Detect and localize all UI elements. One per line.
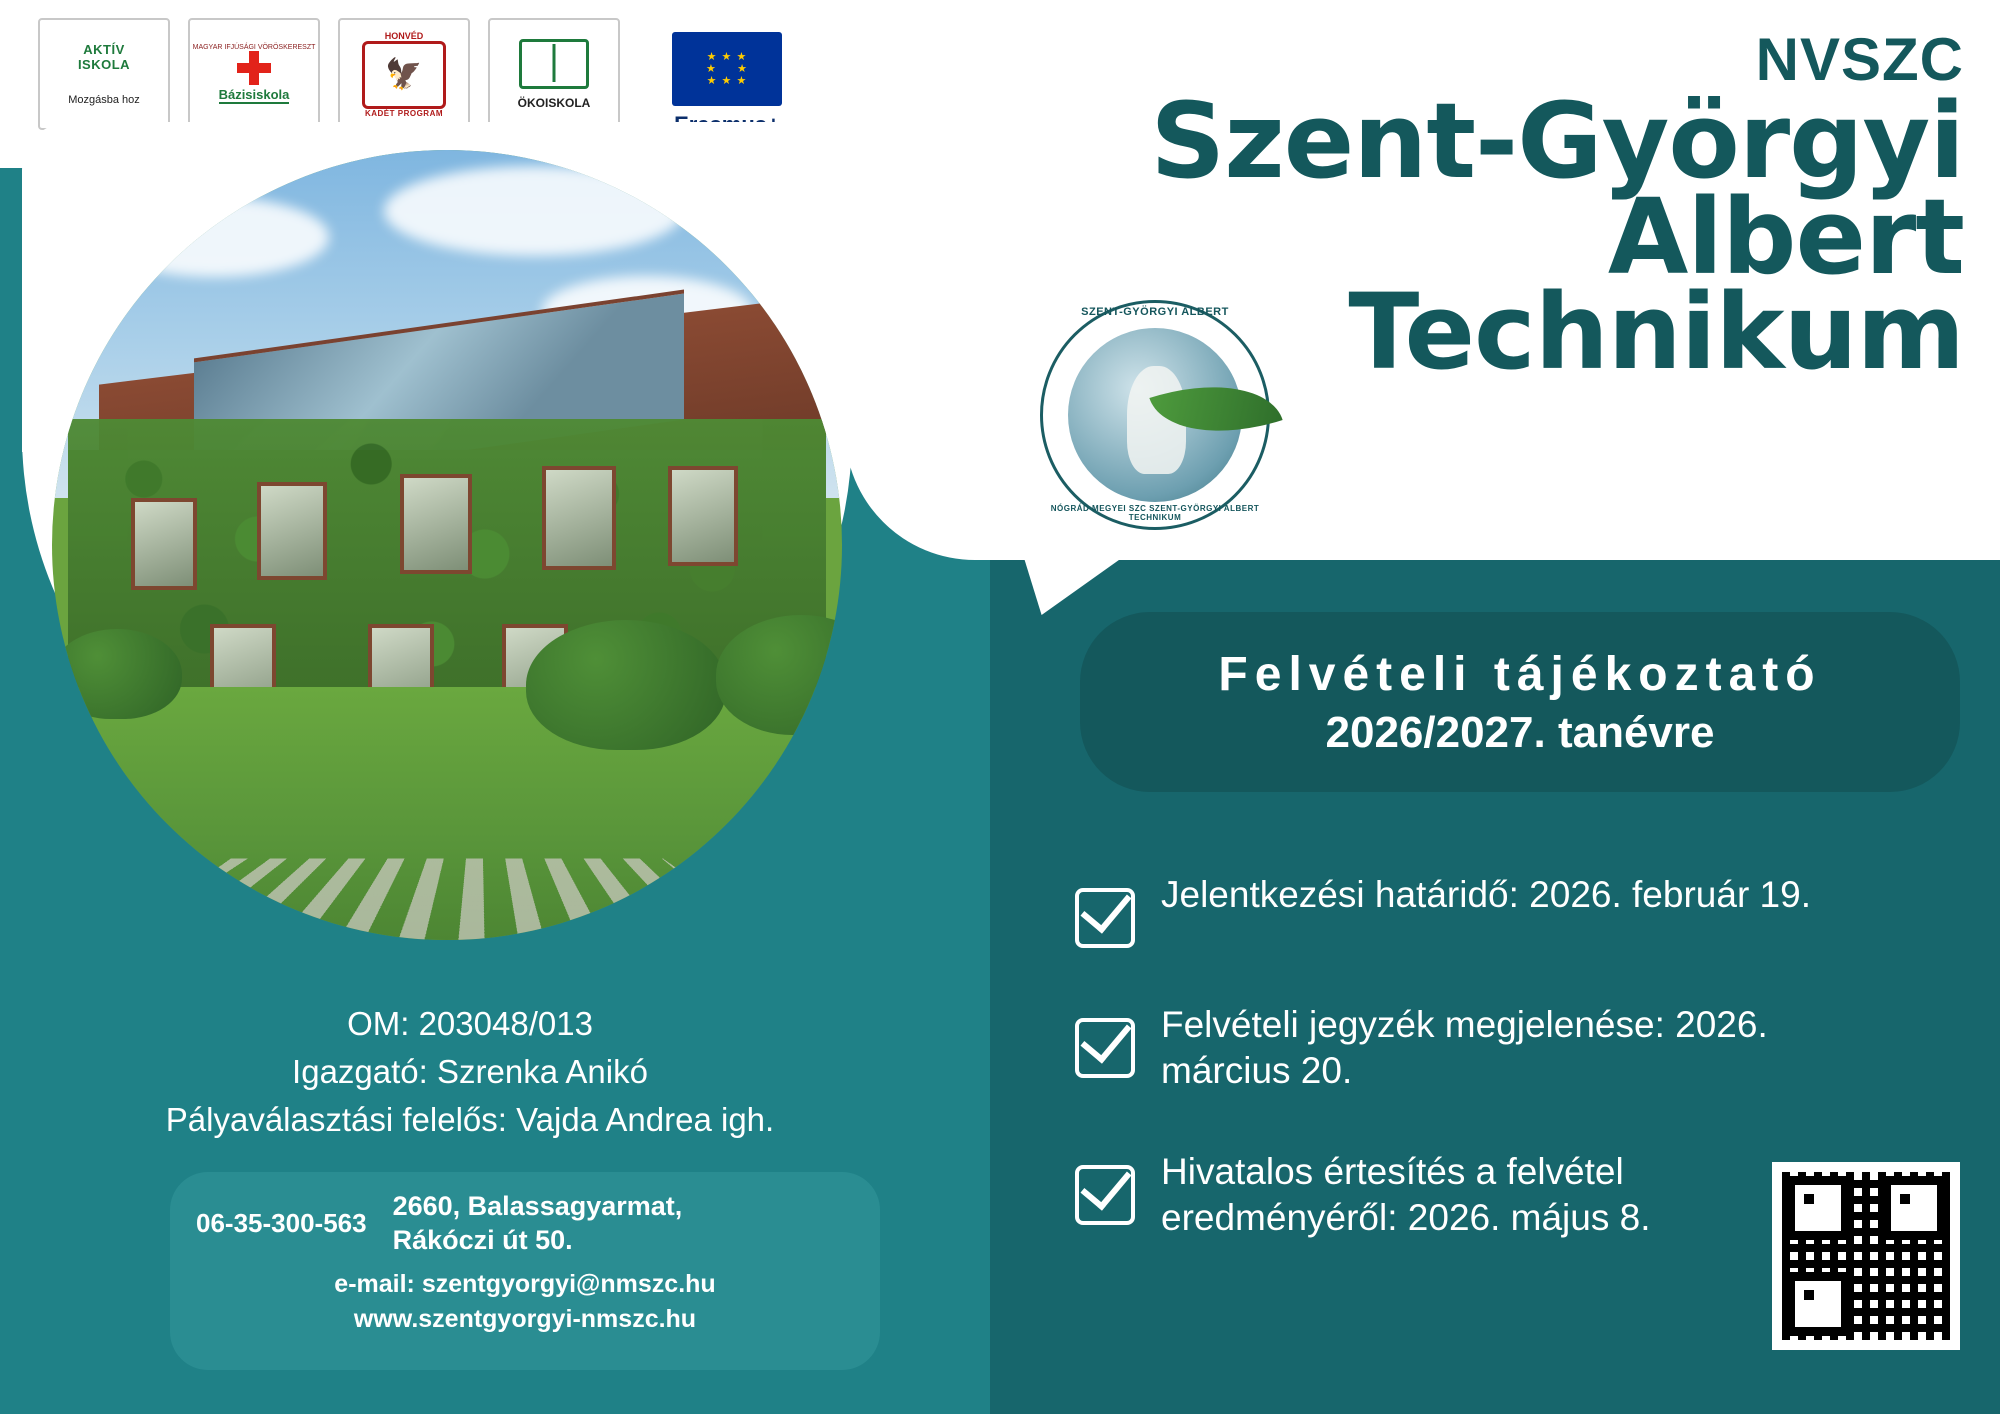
contact-email[interactable]: e-mail: szentgyorgyi@nmszc.hu: [334, 1269, 716, 1298]
checkbox-checked-icon: [1075, 888, 1135, 948]
school-emblem-logo: [1040, 300, 1270, 530]
qr-code-pattern: [1782, 1172, 1950, 1340]
checklist-item-text: Jelentkezési határidő: 2026. február 19.: [1161, 874, 1811, 915]
contact-phone[interactable]: 06-35-300-563: [196, 1208, 367, 1239]
logo-aktiv-iskola: [38, 18, 170, 130]
photo-window: [257, 482, 327, 580]
admission-banner: [1080, 612, 1960, 792]
school-photo: [52, 150, 842, 940]
photo-window: [400, 474, 472, 574]
eu-flag-icon: [672, 32, 782, 106]
qr-code[interactable]: [1772, 1162, 1960, 1350]
headline-line-3: Technikum: [1348, 271, 1964, 394]
photo-cloud-1: [99, 197, 329, 277]
photo-window: [542, 466, 616, 570]
checklist-item-text: Hivatalos értesítés a felvétel eredményéről: 2026. május 8.: [1161, 1150, 1651, 1238]
logo-bazisiskola: [188, 18, 320, 130]
logo-aktiv-title-2: ISKOLA: [77, 57, 131, 72]
school-director: Igazgató: Szrenka Anikó: [292, 1052, 648, 1090]
logo-okoiskola-caption: ÖKOISKOLA: [517, 95, 591, 110]
headline-line-2: Albert: [1607, 175, 1964, 298]
qr-finder-top-right: [1882, 1176, 1946, 1240]
logo-bazisiskola-caption: Bázisiskola: [218, 87, 290, 103]
checkbox-checked-icon: [1075, 1165, 1135, 1225]
honved-shield-icon: [362, 41, 446, 109]
logo-aktiv-caption: Mozgásba hoz: [68, 94, 140, 106]
eu-stars: ★ ★ ★ ★ ★ ★ ★ ★: [705, 51, 748, 87]
contact-address-line-1: 2660, Balassagyarmat,: [392, 1191, 683, 1221]
logo-honved-kadet: [338, 18, 470, 130]
accreditation-logo-row: [38, 18, 782, 138]
qr-finder-top-left: [1786, 1176, 1850, 1240]
photo-path: [115, 858, 779, 940]
checklist-item-text: Felvételi jegyzék megjelenése: 2026. március 20.: [1161, 1004, 1768, 1092]
logo-bazisiskola-top-text: MAGYAR IFJÚSÁGI VÖRÖSKERESZT: [192, 43, 316, 51]
logo-honved-top-text: HONVÉD: [384, 30, 424, 41]
banner-title: Felvételi tájékoztató: [1218, 647, 1822, 701]
school-career-officer: Pályaválasztási felelős: Vajda Andrea igh.: [165, 1100, 775, 1138]
banner-subtitle: 2026/2027. tanévre: [1325, 707, 1715, 757]
photo-window: [668, 466, 738, 566]
emblem-bottom-text: NÓGRÁD MEGYEI SZC SZENT-GYÖRGYI ALBERT TECHNIKUM: [1050, 503, 1260, 522]
photo-cloud-2: [384, 166, 684, 256]
photo-window: [131, 498, 197, 590]
open-book-icon: [519, 39, 589, 89]
emblem-top-text: SZENT-GYÖRGYI ALBERT: [1081, 306, 1229, 318]
eagle-icon: 🦅: [385, 57, 423, 91]
headline-line-1: Szent-Györgyi: [1150, 80, 1964, 202]
contact-address: [393, 1190, 683, 1258]
checklist-item: [1075, 872, 1975, 948]
qr-finder-bottom-left: [1786, 1272, 1850, 1336]
contact-website[interactable]: www.szentgyorgyi-nmszc.hu: [353, 1304, 697, 1333]
checklist-item: [1075, 1002, 1975, 1095]
logo-aktiv-title-1: AKTÍV: [83, 42, 125, 57]
photo-bush-1: [526, 620, 726, 750]
contact-card: [170, 1172, 880, 1370]
school-om-number: OM: 203048/013: [347, 1005, 593, 1042]
contact-top-row: [196, 1190, 854, 1258]
red-cross-icon: [237, 51, 271, 85]
logo-honved-bottom-text: KADÉT PROGRAM: [364, 108, 444, 118]
photo-bush-3: [52, 629, 182, 719]
checkbox-checked-icon: [1075, 1018, 1135, 1078]
school-metadata: [60, 1000, 880, 1144]
contact-address-line-2: Rákóczi út 50.: [392, 1224, 573, 1255]
headline-nvszc: NVSZC: [1755, 26, 1964, 93]
logo-okoiskola: [488, 18, 620, 130]
